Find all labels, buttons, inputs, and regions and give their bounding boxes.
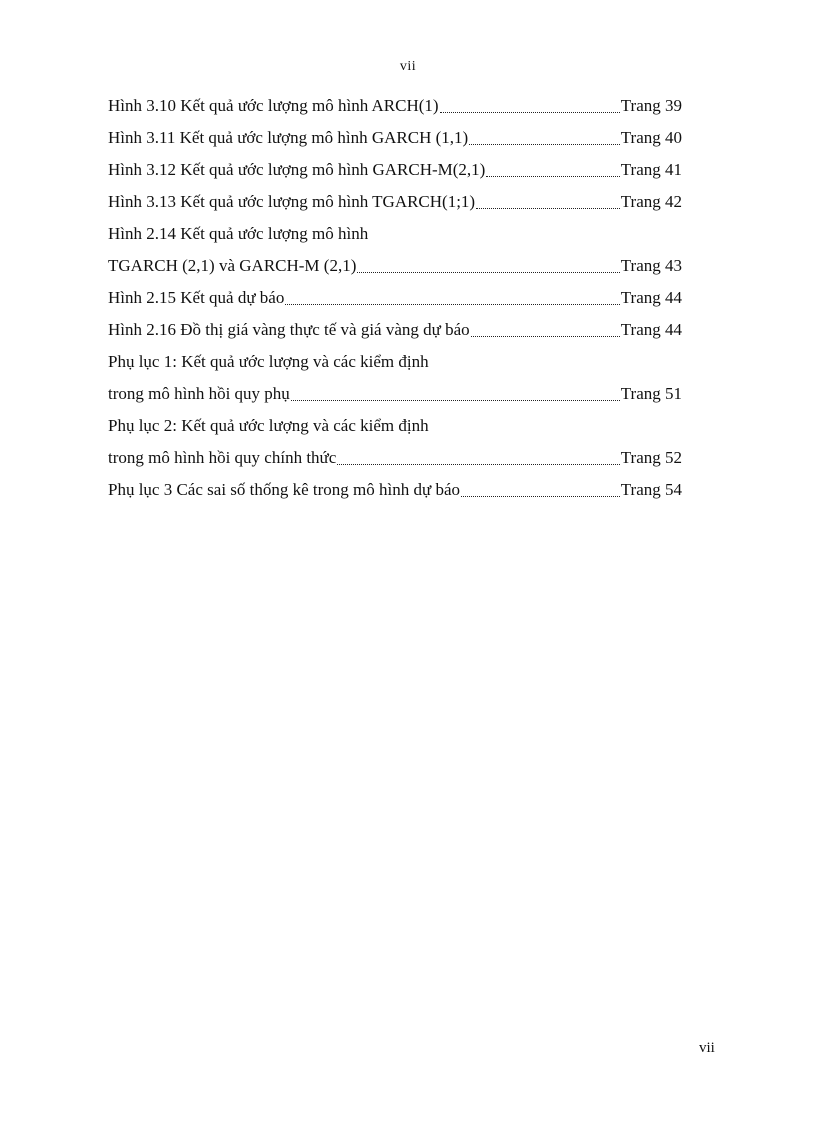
toc-row [108, 90, 682, 122]
toc-page-reference: Trang 51 [620, 384, 682, 403]
toc-entry-title: Hình 3.12 Kết quả ước lượng mô hình GARCH-M(2,1) [108, 160, 486, 179]
dot-leader [469, 144, 620, 145]
toc-entry-title: Phụ lục 2: Kết quả ước lượng và các kiểm định [108, 416, 429, 435]
toc-row [108, 250, 682, 282]
dot-leader [461, 496, 620, 497]
toc-row [108, 314, 682, 346]
toc-row [108, 282, 682, 314]
table-of-figures [108, 90, 682, 506]
dot-leader [476, 208, 620, 209]
toc-entry-title: Hình 3.10 Kết quả ước lượng mô hình ARCH(1) [108, 96, 439, 115]
toc-entry-title: Hình 2.16 Đồ thị giá vàng thực tế và giá vàng dự báo [108, 320, 470, 339]
toc-row [108, 346, 682, 378]
toc-entry-title: TGARCH (2,1) và GARCH-M (2,1) [108, 256, 357, 275]
toc-page-reference: Trang 40 [620, 128, 682, 147]
header-page-number: vii [399, 59, 417, 74]
toc-page-reference: Trang 44 [620, 320, 682, 339]
toc-page-reference: Trang 41 [620, 160, 682, 179]
toc-entry-title: trong mô hình hồi quy chính thức [108, 448, 337, 467]
toc-row [108, 410, 682, 442]
toc-page-reference: Trang 52 [620, 448, 682, 467]
dot-leader [440, 112, 620, 113]
toc-row [108, 442, 682, 474]
toc-page-reference: Trang 44 [620, 288, 682, 307]
toc-row [108, 122, 682, 154]
dot-leader [357, 272, 619, 273]
toc-page-reference: Trang 42 [620, 192, 682, 211]
toc-entry-title: Phụ lục 3 Các sai số thống kê trong mô hình dự báo [108, 480, 461, 499]
toc-row [108, 474, 682, 506]
dot-leader [337, 464, 619, 465]
toc-page-reference: Trang 43 [620, 256, 682, 275]
toc-entry-title: Hình 2.15 Kết quả dự báo [108, 288, 285, 307]
toc-row [108, 154, 682, 186]
toc-row [108, 218, 682, 250]
footer-page-number: vii [699, 1040, 715, 1056]
dot-leader [486, 176, 619, 177]
dot-leader [285, 304, 619, 305]
toc-entry-title: Hình 2.14 Kết quả ước lượng mô hình [108, 224, 369, 243]
toc-entry-title: Hình 3.13 Kết quả ước lượng mô hình TGARCH(1;1) [108, 192, 476, 211]
toc-entry-title: Hình 3.11 Kết quả ước lượng mô hình GARCH (1,1) [108, 128, 469, 147]
toc-page-reference: Trang 54 [620, 480, 682, 499]
dot-leader [471, 336, 620, 337]
toc-entry-title: Phụ lục 1: Kết quả ước lượng và các kiểm định [108, 352, 429, 371]
toc-page-reference: Trang 39 [620, 96, 682, 115]
toc-row [108, 378, 682, 410]
dot-leader [291, 400, 620, 401]
toc-row [108, 186, 682, 218]
toc-entry-title: trong mô hình hồi quy phụ [108, 384, 290, 403]
